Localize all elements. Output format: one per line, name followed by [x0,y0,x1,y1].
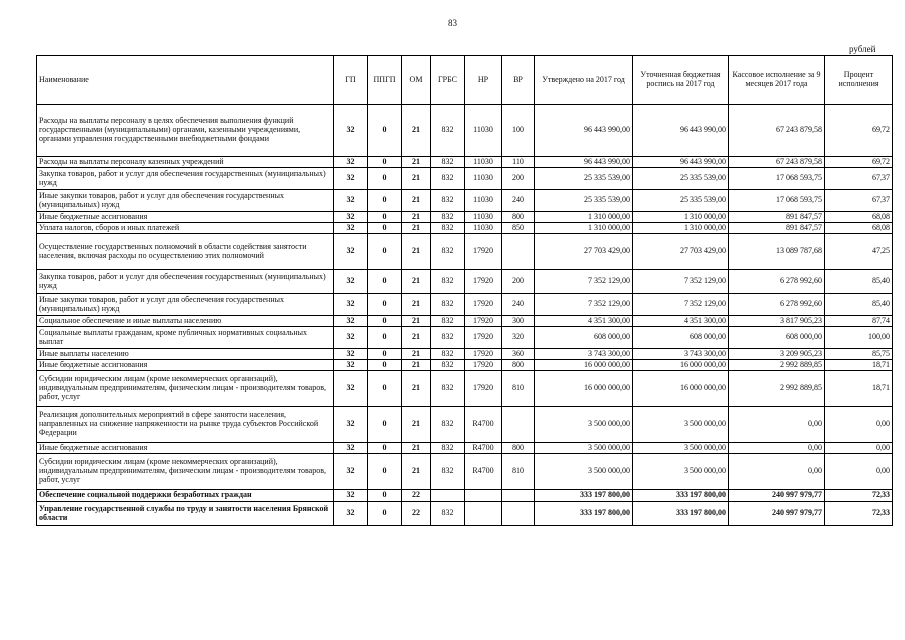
cell-om: 21 [402,168,431,190]
table-header-row [37,56,893,105]
table-row [37,212,893,223]
cell-gp: 32 [334,270,368,294]
cell-vr: 200 [502,168,535,190]
cell-refined: 16 000 000,00 [633,360,729,371]
cell-nr: 11030 [465,212,502,223]
cell-ppgp: 0 [368,407,402,443]
cell-om: 21 [402,349,431,360]
header-om: ОМ [402,56,431,105]
cell-refined: 25 335 539,00 [633,168,729,190]
cell-gp: 32 [334,168,368,190]
cell-cash: 3 209 905,23 [729,349,825,360]
cell-approved: 3 500 000,00 [535,454,633,490]
table-row [37,360,893,371]
header-approved: Утверждено на 2017 год [535,56,633,105]
cell-om: 21 [402,407,431,443]
budget-table [36,55,893,526]
cell-nr: 11030 [465,190,502,212]
table-row [37,234,893,270]
cell-om: 21 [402,360,431,371]
cell-refined: 96 443 990,00 [633,157,729,168]
cell-vr: 110 [502,157,535,168]
cell-percent: 69,72 [825,105,893,157]
cell-om: 21 [402,443,431,454]
cell-om: 21 [402,212,431,223]
cell-refined: 96 443 990,00 [633,105,729,157]
cell-grbs: 832 [431,371,465,407]
cell-vr [502,502,535,526]
cell-vr: 810 [502,371,535,407]
table-row [37,168,893,190]
cell-nr [465,502,502,526]
cell-cash: 0,00 [729,443,825,454]
cell-cash: 17 068 593,75 [729,168,825,190]
cell-ppgp: 0 [368,212,402,223]
cell-name: Иные выплаты населению [37,349,334,360]
cell-vr [502,407,535,443]
cell-grbs: 832 [431,502,465,526]
cell-om: 22 [402,490,431,502]
cell-approved: 96 443 990,00 [535,105,633,157]
cell-refined: 3 500 000,00 [633,443,729,454]
cell-nr: R4700 [465,443,502,454]
units-label: рублей [849,44,876,54]
cell-gp: 32 [334,360,368,371]
cell-percent: 85,40 [825,270,893,294]
cell-approved: 25 335 539,00 [535,190,633,212]
cell-grbs: 832 [431,327,465,349]
cell-name: Уплата налогов, сборов и иных платежей [37,223,334,234]
cell-percent: 72,33 [825,490,893,502]
cell-percent: 0,00 [825,407,893,443]
cell-vr: 200 [502,270,535,294]
cell-gp: 32 [334,371,368,407]
cell-gp: 32 [334,454,368,490]
cell-name: Субсидии юридическим лицам (кроме некоммерческих организаций), индивидуальным предпринимателям, физическим лицам - производителям товаров, работ, услуг [37,371,334,407]
cell-gp: 32 [334,316,368,327]
table-row [37,157,893,168]
cell-grbs: 832 [431,407,465,443]
table-row [37,316,893,327]
cell-nr: 11030 [465,223,502,234]
cell-grbs: 832 [431,212,465,223]
header-cash: Кассовое исполнение за 9 месяцев 2017 года [729,56,825,105]
cell-grbs: 832 [431,316,465,327]
cell-ppgp: 0 [368,454,402,490]
table-row [37,407,893,443]
cell-cash: 608 000,00 [729,327,825,349]
cell-om: 21 [402,234,431,270]
cell-vr: 800 [502,443,535,454]
cell-refined: 27 703 429,00 [633,234,729,270]
cell-nr: 17920 [465,294,502,316]
cell-gp: 32 [334,490,368,502]
cell-name: Осуществление государственных полномочий в области содействия занятости населения, включая расходы по осуществлению этих полномочий [37,234,334,270]
cell-nr: 17920 [465,327,502,349]
cell-percent: 18,71 [825,371,893,407]
table-row [37,105,893,157]
cell-gp: 32 [334,223,368,234]
cell-grbs: 832 [431,443,465,454]
cell-grbs: 832 [431,234,465,270]
cell-name: Расходы на выплаты персоналу казенных учреждений [37,157,334,168]
cell-approved: 3 500 000,00 [535,443,633,454]
table-body [37,105,893,526]
cell-gp: 32 [334,502,368,526]
cell-vr [502,234,535,270]
cell-grbs: 832 [431,157,465,168]
cell-om: 21 [402,371,431,407]
cell-percent: 87,74 [825,316,893,327]
cell-nr: 11030 [465,168,502,190]
cell-name: Реализация дополнительных мероприятий в сфере занятости населения, направленных на снижение напряженности на рынке труда субъектов Российской Федерации [37,407,334,443]
cell-ppgp: 0 [368,360,402,371]
table-row [37,443,893,454]
cell-refined: 333 197 800,00 [633,502,729,526]
cell-cash: 240 997 979,77 [729,502,825,526]
cell-percent: 47,25 [825,234,893,270]
cell-om: 22 [402,502,431,526]
cell-om: 21 [402,270,431,294]
cell-grbs: 832 [431,360,465,371]
cell-gp: 32 [334,105,368,157]
cell-refined: 25 335 539,00 [633,190,729,212]
cell-name: Социальное обеспечение и иные выплаты населению [37,316,334,327]
cell-gp: 32 [334,212,368,223]
cell-percent: 0,00 [825,443,893,454]
cell-name: Иные закупки товаров, работ и услуг для обеспечения государственных (муниципальных) нужд [37,190,334,212]
cell-name: Субсидии юридическим лицам (кроме некоммерческих организаций), индивидуальным предпринимателям, физическим лицам - производителям товаров, работ, услуг [37,454,334,490]
cell-ppgp: 0 [368,105,402,157]
header-nr: НР [465,56,502,105]
cell-nr: 11030 [465,157,502,168]
cell-om: 21 [402,454,431,490]
cell-grbs: 832 [431,454,465,490]
cell-refined: 3 743 300,00 [633,349,729,360]
cell-refined: 608 000,00 [633,327,729,349]
cell-name: Иные бюджетные ассигнования [37,360,334,371]
cell-percent: 69,72 [825,157,893,168]
cell-approved: 1 310 000,00 [535,223,633,234]
cell-grbs: 832 [431,270,465,294]
header-vr: ВР [502,56,535,105]
cell-nr: 11030 [465,105,502,157]
cell-ppgp: 0 [368,294,402,316]
cell-approved: 333 197 800,00 [535,502,633,526]
cell-cash: 0,00 [729,407,825,443]
cell-name: Иные бюджетные ассигнования [37,212,334,223]
cell-ppgp: 0 [368,223,402,234]
cell-cash: 0,00 [729,454,825,490]
cell-name: Закупка товаров, работ и услуг для обеспечения государственных (муниципальных) нужд [37,168,334,190]
cell-ppgp: 0 [368,502,402,526]
cell-ppgp: 0 [368,371,402,407]
cell-om: 21 [402,223,431,234]
cell-refined: 16 000 000,00 [633,371,729,407]
cell-om: 21 [402,157,431,168]
cell-name: Расходы на выплаты персоналу в целях обеспечения выполнения функций государственными (муниципальными) органами, казенными учреждениями, органами управления государственными внебюджетными фондами [37,105,334,157]
cell-nr: 17920 [465,316,502,327]
cell-grbs: 832 [431,168,465,190]
cell-om: 21 [402,190,431,212]
header-name: Наименование [37,56,334,105]
cell-nr: R4700 [465,407,502,443]
cell-vr: 850 [502,223,535,234]
cell-name: Иные закупки товаров, работ и услуг для обеспечения государственных (муниципальных) нужд [37,294,334,316]
cell-cash: 13 089 787,68 [729,234,825,270]
cell-name: Иные бюджетные ассигнования [37,443,334,454]
cell-percent: 100,00 [825,327,893,349]
cell-ppgp: 0 [368,316,402,327]
cell-approved: 7 352 129,00 [535,270,633,294]
cell-vr: 240 [502,294,535,316]
cell-gp: 32 [334,349,368,360]
table-row [37,294,893,316]
cell-refined: 1 310 000,00 [633,212,729,223]
cell-gp: 32 [334,157,368,168]
table-row [37,502,893,526]
header-grbs: ГРБС [431,56,465,105]
cell-vr: 300 [502,316,535,327]
cell-refined: 1 310 000,00 [633,223,729,234]
cell-name: Социальные выплаты гражданам, кроме публичных нормативных социальных выплат [37,327,334,349]
cell-om: 21 [402,316,431,327]
cell-name: Управление государственной службы по труду и занятости населения Брянской области [37,502,334,526]
cell-cash: 891 847,57 [729,223,825,234]
cell-nr: 17920 [465,234,502,270]
table-row [37,270,893,294]
cell-approved: 3 743 300,00 [535,349,633,360]
cell-cash: 891 847,57 [729,212,825,223]
cell-percent: 68,08 [825,223,893,234]
cell-grbs [431,490,465,502]
cell-nr: 17920 [465,270,502,294]
cell-percent: 85,40 [825,294,893,316]
cell-approved: 16 000 000,00 [535,360,633,371]
cell-vr: 240 [502,190,535,212]
cell-grbs: 832 [431,105,465,157]
cell-grbs: 832 [431,190,465,212]
cell-ppgp: 0 [368,270,402,294]
cell-gp: 32 [334,190,368,212]
header-gp: ГП [334,56,368,105]
cell-percent: 18,71 [825,360,893,371]
cell-name: Обеспечение социальной поддержки безработных граждан [37,490,334,502]
cell-om: 21 [402,105,431,157]
cell-approved: 96 443 990,00 [535,157,633,168]
cell-percent: 67,37 [825,190,893,212]
cell-om: 21 [402,294,431,316]
cell-ppgp: 0 [368,327,402,349]
cell-approved: 333 197 800,00 [535,490,633,502]
table-row [37,190,893,212]
table-row [37,327,893,349]
cell-percent: 72,33 [825,502,893,526]
table-row [37,371,893,407]
cell-approved: 608 000,00 [535,327,633,349]
cell-ppgp: 0 [368,349,402,360]
cell-vr [502,490,535,502]
cell-percent: 67,37 [825,168,893,190]
cell-cash: 3 817 905,23 [729,316,825,327]
cell-vr: 100 [502,105,535,157]
cell-approved: 4 351 300,00 [535,316,633,327]
cell-grbs: 832 [431,223,465,234]
cell-gp: 32 [334,443,368,454]
cell-refined: 4 351 300,00 [633,316,729,327]
header-refined: Уточненная бюджетная роспись на 2017 год [633,56,729,105]
cell-refined: 333 197 800,00 [633,490,729,502]
cell-approved: 25 335 539,00 [535,168,633,190]
cell-ppgp: 0 [368,443,402,454]
header-percent: Процент исполнения [825,56,893,105]
cell-approved: 16 000 000,00 [535,371,633,407]
cell-approved: 3 500 000,00 [535,407,633,443]
cell-nr: 17920 [465,360,502,371]
cell-vr: 800 [502,360,535,371]
table-row [37,223,893,234]
table-row [37,454,893,490]
cell-vr: 800 [502,212,535,223]
cell-gp: 32 [334,407,368,443]
cell-refined: 7 352 129,00 [633,270,729,294]
cell-nr: 17920 [465,349,502,360]
cell-vr: 360 [502,349,535,360]
cell-percent: 68,08 [825,212,893,223]
cell-gp: 32 [334,327,368,349]
cell-cash: 67 243 879,58 [729,105,825,157]
page-number: 83 [448,18,457,28]
cell-refined: 3 500 000,00 [633,454,729,490]
cell-refined: 3 500 000,00 [633,407,729,443]
cell-grbs: 832 [431,349,465,360]
cell-approved: 7 352 129,00 [535,294,633,316]
cell-cash: 2 992 889,85 [729,360,825,371]
cell-approved: 1 310 000,00 [535,212,633,223]
cell-vr: 810 [502,454,535,490]
cell-cash: 6 278 992,60 [729,270,825,294]
cell-grbs: 832 [431,294,465,316]
cell-cash: 67 243 879,58 [729,157,825,168]
cell-nr [465,490,502,502]
cell-cash: 240 997 979,77 [729,490,825,502]
cell-ppgp: 0 [368,157,402,168]
cell-gp: 32 [334,294,368,316]
cell-name: Закупка товаров, работ и услуг для обеспечения государственных (муниципальных) нужд [37,270,334,294]
cell-percent: 0,00 [825,454,893,490]
cell-cash: 17 068 593,75 [729,190,825,212]
cell-gp: 32 [334,234,368,270]
cell-approved: 27 703 429,00 [535,234,633,270]
header-ppgp: ППГП [368,56,402,105]
cell-ppgp: 0 [368,234,402,270]
table-row [37,349,893,360]
cell-refined: 7 352 129,00 [633,294,729,316]
cell-ppgp: 0 [368,490,402,502]
table-row [37,490,893,502]
cell-ppgp: 0 [368,190,402,212]
cell-ppgp: 0 [368,168,402,190]
cell-nr: 17920 [465,371,502,407]
cell-vr: 320 [502,327,535,349]
cell-percent: 85,75 [825,349,893,360]
cell-cash: 6 278 992,60 [729,294,825,316]
cell-nr: R4700 [465,454,502,490]
cell-cash: 2 992 889,85 [729,371,825,407]
cell-om: 21 [402,327,431,349]
